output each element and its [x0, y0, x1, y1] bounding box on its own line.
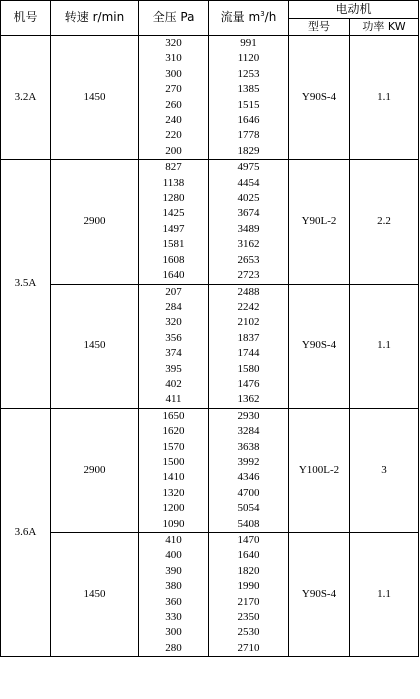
pressure-cell [139, 533, 209, 657]
pressure-cell [139, 408, 209, 532]
flow-value: 3638 [237, 440, 260, 453]
speed-cell: 1450 [51, 36, 139, 160]
pressure-value: 410 [165, 534, 182, 546]
flow-value: 4454 [237, 176, 260, 189]
pressure-value: 1425 [162, 207, 185, 220]
flow-value: 1385 [237, 83, 260, 96]
model-cell: 3.2A [1, 36, 51, 160]
flow-value: 1580 [237, 362, 260, 375]
flow-value: 1120 [237, 52, 260, 65]
flow-value: 1820 [237, 564, 260, 577]
flow-value: 1640 [237, 549, 260, 562]
flow-value: 1778 [237, 129, 260, 142]
flow-value: 2350 [237, 611, 260, 624]
flow-value: 2653 [237, 253, 260, 266]
pressure-value: 300 [165, 67, 182, 80]
speed-cell: 1450 [51, 533, 139, 657]
header-motor: 电动机 [289, 1, 419, 19]
flow-value: 1470 [237, 534, 260, 546]
header-flow-sup: 3 [260, 10, 265, 19]
pressure-value: 310 [165, 52, 182, 65]
motor-type-cell: Y90L-2 [289, 160, 350, 284]
flow-value: 2488 [237, 285, 260, 298]
pressure-value: 284 [165, 300, 182, 313]
pressure-value: 220 [165, 129, 182, 142]
flow-value: 2170 [237, 595, 260, 608]
speed-cell: 1450 [51, 284, 139, 408]
motor-type-cell: Y90S-4 [289, 533, 350, 657]
header-motor-power: 功率 KW [350, 19, 419, 36]
flow-value: 3674 [237, 207, 260, 220]
model-cell: 3.6A [1, 408, 51, 657]
flow-value: 1362 [237, 393, 260, 406]
header-motor-type: 型号 [289, 19, 350, 36]
flow-value: 1515 [237, 98, 260, 111]
flow-value: 1253 [237, 67, 260, 80]
flow-value: 2710 [237, 641, 260, 654]
table-row [1, 36, 419, 160]
pressure-value: 356 [165, 331, 182, 344]
header-flow-suffix: /h [264, 10, 277, 25]
flow-cell [209, 408, 289, 532]
flow-value: 2102 [237, 316, 260, 329]
pressure-value: 380 [165, 580, 182, 593]
pressure-value: 1497 [162, 222, 185, 235]
pressure-value: 320 [165, 37, 182, 49]
flow-value: 3992 [237, 455, 260, 468]
pressure-value: 1320 [162, 486, 185, 499]
flow-value: 4700 [237, 486, 260, 499]
header-speed: 转速 r/min [51, 1, 139, 36]
flow-value: 1646 [237, 114, 260, 127]
pressure-value: 1620 [162, 425, 185, 438]
pressure-value: 330 [165, 611, 182, 624]
pressure-value: 390 [165, 564, 182, 577]
header-model: 机号 [1, 1, 51, 36]
pressure-value: 207 [165, 285, 182, 298]
pressure-value: 1581 [162, 238, 185, 251]
flow-value: 1744 [237, 347, 260, 360]
pressure-value: 1650 [162, 409, 185, 422]
flow-value: 3284 [237, 425, 260, 438]
flow-cell [209, 284, 289, 408]
pressure-value: 1090 [162, 517, 185, 530]
motor-power-cell: 1.1 [350, 36, 419, 160]
pressure-value: 1200 [162, 502, 185, 515]
pressure-value: 1280 [162, 192, 185, 205]
pressure-value: 411 [165, 393, 182, 406]
flow-value: 2930 [237, 409, 260, 422]
table-row [1, 533, 419, 657]
flow-value: 3162 [237, 238, 260, 251]
motor-type-cell: Y90S-4 [289, 36, 350, 160]
flow-value: 4346 [237, 471, 260, 484]
table-row [1, 160, 419, 284]
pressure-value: 300 [165, 626, 182, 639]
flow-value: 2530 [237, 626, 260, 639]
pressure-cell [139, 36, 209, 160]
flow-value: 5054 [237, 502, 260, 515]
pressure-value: 240 [165, 114, 182, 127]
flow-value: 5408 [237, 517, 260, 530]
speed-cell: 2900 [51, 408, 139, 532]
flow-cell [209, 36, 289, 160]
flow-value: 2242 [237, 300, 260, 313]
pressure-value: 400 [165, 549, 182, 562]
pressure-value: 280 [165, 641, 182, 654]
pressure-value: 1570 [162, 440, 185, 453]
pressure-value: 200 [165, 144, 182, 157]
motor-power-cell: 2.2 [350, 160, 419, 284]
flow-value: 1990 [237, 580, 260, 593]
header-flow [209, 1, 289, 36]
pressure-value: 402 [165, 377, 182, 390]
motor-power-cell: 1.1 [350, 533, 419, 657]
model-cell: 3.5A [1, 160, 51, 409]
pressure-value: 1640 [162, 269, 185, 282]
table-row [1, 408, 419, 532]
flow-value: 3489 [237, 222, 260, 235]
pressure-cell [139, 284, 209, 408]
flow-value: 991 [240, 37, 257, 49]
header-row [1, 1, 419, 19]
table-row [1, 284, 419, 408]
flow-value: 1829 [237, 144, 260, 157]
pressure-value: 827 [165, 161, 182, 174]
pressure-value: 1410 [162, 471, 185, 484]
pressure-value: 1138 [162, 176, 185, 189]
pressure-value: 1608 [162, 253, 185, 266]
pressure-value: 395 [165, 362, 182, 375]
pressure-value: 270 [165, 83, 182, 96]
speed-cell: 2900 [51, 160, 139, 284]
pressure-value: 260 [165, 98, 182, 111]
header-flow-prefix: 流量 m [220, 10, 261, 25]
pressure-value: 360 [165, 595, 182, 608]
motor-power-cell: 1.1 [350, 284, 419, 408]
pressure-value: 320 [165, 316, 182, 329]
motor-type-cell: Y90S-4 [289, 284, 350, 408]
flow-cell [209, 533, 289, 657]
flow-value: 2723 [237, 269, 260, 282]
motor-power-cell: 3 [350, 408, 419, 532]
flow-value: 1837 [237, 331, 260, 344]
pressure-cell [139, 160, 209, 284]
pressure-value: 1500 [162, 455, 185, 468]
flow-value: 4975 [237, 161, 260, 174]
header-pressure: 全压 Pa [139, 1, 209, 36]
flow-cell [209, 160, 289, 284]
motor-type-cell: Y100L-2 [289, 408, 350, 532]
pressure-value: 374 [165, 347, 182, 360]
flow-value: 1476 [237, 377, 260, 390]
flow-value: 4025 [237, 192, 260, 205]
